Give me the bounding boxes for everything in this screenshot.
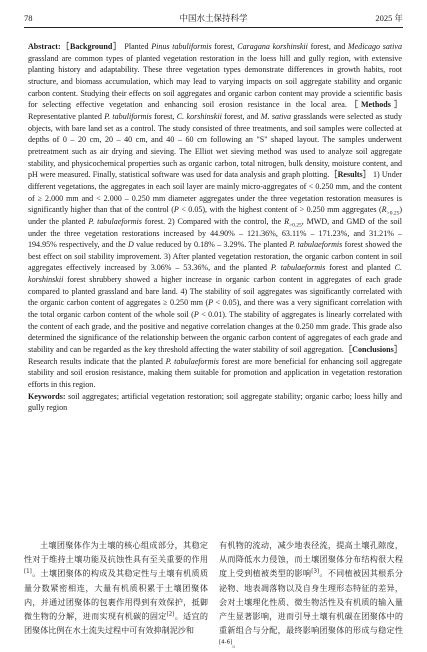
body-text: 。 [232, 639, 241, 650]
abstract-text: < 0.01). The stability of aggregates is linearly correlated with the content of each grade, and the positive and negative correlation changes at the 0.250 mm grade. This grade also determined the significance of the relationship between the organic carbon content of aggregates of each grade and stability and can be regarded as the key threshold affecting the water stability of soil aggregation. [28, 310, 402, 355]
conclusions-tag: ［Conclusions］ [343, 345, 402, 355]
stat-symbol: D [127, 240, 134, 250]
abstract-label: Abstract: [28, 42, 61, 51]
stat-symbol: R [381, 205, 387, 215]
citation-ref[interactable]: [4-6] [219, 639, 233, 646]
abstract-text: grasslands were selected as study objects, with bare land set as a control. The study consisted of three treatments, and soil samples were collected at depths of 0 – 20 cm, 20 – 40 cm, and 40 – 60 cm following an "S" shaped layout. The samples underwent pretreatment such as air drying and sieving. The Elliot wet sieving method was used to analyze soil aggregate stability, and physicochemical properties such as organic carbon, total nitrogen, bulk density, moisture content, and pH were measured. Finally, statistical software was used for data analysis and graph plotting. [28, 111, 402, 180]
stat-symbol: P [208, 298, 214, 308]
abstract-text: forest, [211, 42, 238, 51]
stat-symbol: P [193, 310, 199, 320]
running-head [24, 11, 403, 25]
body-columns [24, 538, 403, 650]
stat-symbol: P [173, 205, 179, 215]
body-text: 有机物的流动，减少地表径流，提高土壤孔隙度，从而降低水力侵蚀，而土壤团聚体分布结构很大程度上受到植被类型的影响 [219, 540, 403, 579]
abstract-text: grassland are common types of planted vegetation restoration in the loess hill and gully region, with extensive planting history and adaptability. These three vegetation types demonstrate differences in growth habits, root structure, and biomass accumulation, which may lead to varying impacts on soil aggregate stability and organic carbon content. Studying their effects on soil aggregates and organic carbon content may provide a scientific basis for selecting effective vegetation and enhancing soil erosion resistance in the local area. [28, 53, 402, 110]
species-name: P. tabuliformis [104, 111, 152, 121]
citation-ref[interactable]: [1] [24, 568, 32, 575]
keywords-line [28, 391, 402, 414]
abstract-text: forest showed the best effect on soil stability improvement. 3) After planted vegetation restoration, the organic carbon content in soil aggregates effectively increased by 3.06% – 53.36%, and the planted [28, 240, 403, 273]
abstract-block [28, 41, 402, 414]
abstract-text: < 0.05), and there was a very significant correlation with the total organic carbon content of the whole soil ( [28, 298, 403, 320]
background-tag: ［Background］ [60, 42, 122, 51]
species-name: P. tabulaeformis [165, 356, 219, 366]
abstract-text: forest are more beneficial for enhancing soil aggregate stability and soil erosion resistance, making them suitable for promotion and application in vegetation restoration efforts in this region. [28, 356, 403, 390]
journal-year: 2025 年 [375, 13, 403, 23]
journal-title: 中国水土保持科学 [179, 13, 248, 23]
species-name: P. tabulaeformis [88, 216, 142, 226]
species-name: P. tabulaeformis [270, 263, 326, 273]
citation-ref[interactable]: [2] [166, 611, 175, 618]
species-name: Caragana korshinskii [237, 42, 308, 51]
abstract-text: forest shrubbery showed a higher increase in organic carbon content in aggregates of each grade compared to planted grassland and bare land. 4) The stability of soil aggregates was significantly correlated with the organic carbon content of aggregates ≥ 0.250 mm ( [28, 275, 402, 308]
keywords-text: soil aggregates; artificial vegetation restoration; soil aggregate stability; organic carbo; loess hilly and gully region [28, 391, 402, 413]
page-number: 78 [24, 13, 33, 23]
abstract-text: 1) Under different vegetations, the aggregates in each soil layer are mainly micro-aggregates of < 0.250 mm, and the content of ≥ 2.000 mm and < 2.000 – 0.250 mm diameter aggregates under the three vegetation restoration measures is significantly higher than that of the control ( [28, 170, 402, 215]
keywords-label: Keywords: [28, 391, 66, 401]
header-rule [24, 27, 403, 28]
body-column-left [24, 538, 208, 637]
methods-tag: ［Methods］ [346, 100, 402, 110]
abstract-text: Representative planted [28, 111, 105, 121]
abstract-text: ) under the planted [28, 205, 403, 226]
body-text: 。不同植被因其根系分泌物、地表凋落物以及自身生理形态特征的差异，会对土壤理化性质、微生物活性及有机质的输入量产生显著影响，进而引导土壤有机碳在团聚体中的重新组合与分配，最终影响团聚体的形成与稳定性 [219, 568, 403, 636]
abstract-text: < 0.05), with the highest content of > 0.250 mm aggregates ( [178, 205, 382, 215]
abstract-text: Research results indicate that the planted [28, 356, 166, 366]
species-name: Medicago sativa [347, 42, 402, 51]
abstract-text: forest and planted [325, 263, 395, 273]
abstract-text: forest, and [307, 42, 348, 51]
results-tag: ［Results］ [329, 170, 371, 180]
stat-symbol: R [284, 216, 289, 226]
species-name: Pinus tabuliformis [151, 42, 212, 51]
stat-subscript: >0.25 [386, 210, 400, 217]
species-name: C. korshinskii [28, 263, 402, 285]
body-text: 。土壤团聚体的构成及其稳定性与土壤有机质质量分数紧密相连，大量有机质积累于土壤团聚体内，并通过团聚体的包裹作用得到有效保护，抵御微生物的分解，进而实现有机碳的固定 [24, 568, 208, 622]
abstract-text: forest. 2) Compared with the control, the [141, 216, 285, 226]
abstract-text: Planted [121, 42, 152, 51]
abstract-paragraph [28, 41, 402, 391]
abstract-text: value reduced by 0.18% – 3.29%. The planted [133, 240, 290, 250]
abstract-text: forest, [151, 111, 177, 121]
species-name: M. sativa [260, 111, 292, 121]
abstract-text: forest, and [221, 111, 261, 121]
citation-ref[interactable]: [3] [311, 568, 320, 575]
body-paragraph [24, 538, 208, 637]
stat-subscript: >0.25 [288, 222, 302, 229]
species-name: C. korshinskii [176, 111, 222, 121]
body-text: 。适宜的团聚体比例在水土流失过程中可有效抑制泥沙和 [24, 611, 208, 636]
species-name: P. tabulaeformis [289, 240, 343, 250]
abstract-text: , MWD, and GMD of the soil under the three vegetation restorations increased by 44.90% – 121.36%, 63.11% – 171.23%, and 31.21% – 194.95% respectively, and the [28, 216, 403, 250]
body-text: 土壤团聚体作为土壤的核心组成部分，其稳定性对于维持土壤功能及抗蚀性具有至关重要的作用 [24, 540, 208, 565]
